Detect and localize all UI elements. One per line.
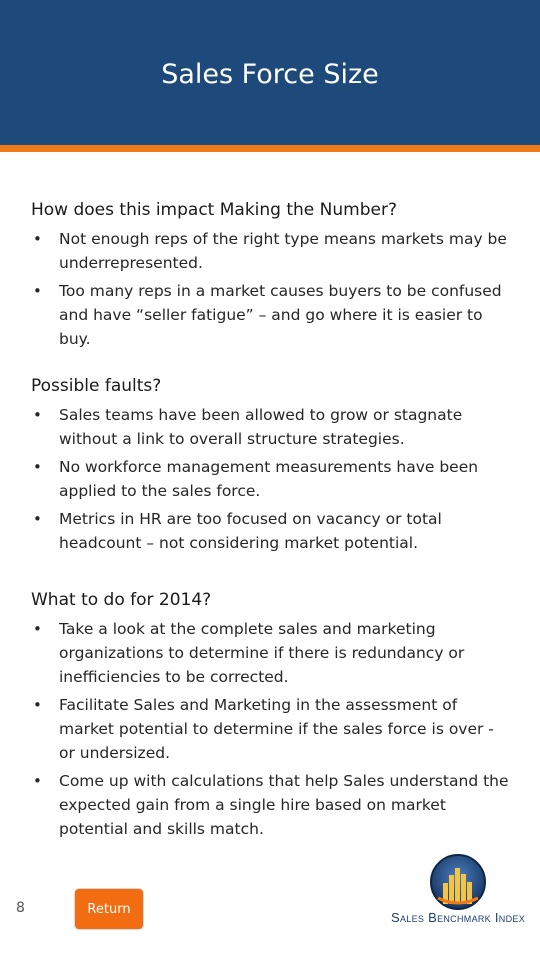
bullet-icon: • bbox=[33, 772, 42, 790]
bullet-list bbox=[31, 403, 511, 555]
slide-title: Sales Force Size bbox=[161, 59, 379, 90]
section-impact bbox=[31, 197, 511, 351]
bullet-list bbox=[31, 617, 511, 841]
bullet-icon: • bbox=[33, 696, 42, 714]
bullet-icon: • bbox=[33, 406, 42, 424]
bullet-icon: • bbox=[33, 282, 42, 300]
bullet-icon: • bbox=[33, 620, 42, 638]
section-faults bbox=[31, 373, 511, 555]
slide-content bbox=[31, 197, 511, 863]
bullet-icon: • bbox=[33, 510, 42, 528]
sales-benchmark-index-logo bbox=[388, 852, 528, 936]
bullet-item: • Facilitate Sales and Marketing in the assessment of market potential to determine if the sales force is over - or undersized. bbox=[31, 693, 511, 765]
bullet-icon: • bbox=[33, 458, 42, 476]
section-heading: How does this impact Making the Number? bbox=[31, 200, 397, 220]
bullet-item: • Come up with calculations that help Sales understand the expected gain from a single hire based on market potential and skills match. bbox=[31, 769, 511, 841]
return-button[interactable]: Return bbox=[74, 888, 144, 930]
bullet-item: • Metrics in HR are too focused on vacancy or total headcount – not considering market potential. bbox=[31, 507, 511, 555]
section-actions-2014 bbox=[31, 587, 511, 841]
header-accent-stripe bbox=[0, 145, 540, 152]
logo-wordmark: Sales Benchmark Index bbox=[391, 910, 525, 925]
logo-emblem-icon bbox=[388, 852, 528, 912]
bullet-icon: • bbox=[33, 230, 42, 248]
bullet-item: • Sales teams have been allowed to grow or stagnate without a link to overall structure strategies. bbox=[31, 403, 511, 451]
bullet-item: • Too many reps in a market causes buyers to be confused and have “seller fatigue” – and go where it is easier to buy. bbox=[31, 279, 511, 351]
section-heading: Possible faults? bbox=[31, 376, 162, 396]
page-number: 8 bbox=[16, 900, 25, 916]
section-heading: What to do for 2014? bbox=[31, 590, 212, 610]
bullet-item: • No workforce management measurements have been applied to the sales force. bbox=[31, 455, 511, 503]
slide-header bbox=[0, 0, 540, 145]
bullet-item: • Not enough reps of the right type means markets may be underrepresented. bbox=[31, 227, 511, 275]
bullet-list bbox=[31, 227, 511, 351]
bullet-item: • Take a look at the complete sales and marketing organizations to determine if there is redundancy or inefficiencies to be corrected. bbox=[31, 617, 511, 689]
